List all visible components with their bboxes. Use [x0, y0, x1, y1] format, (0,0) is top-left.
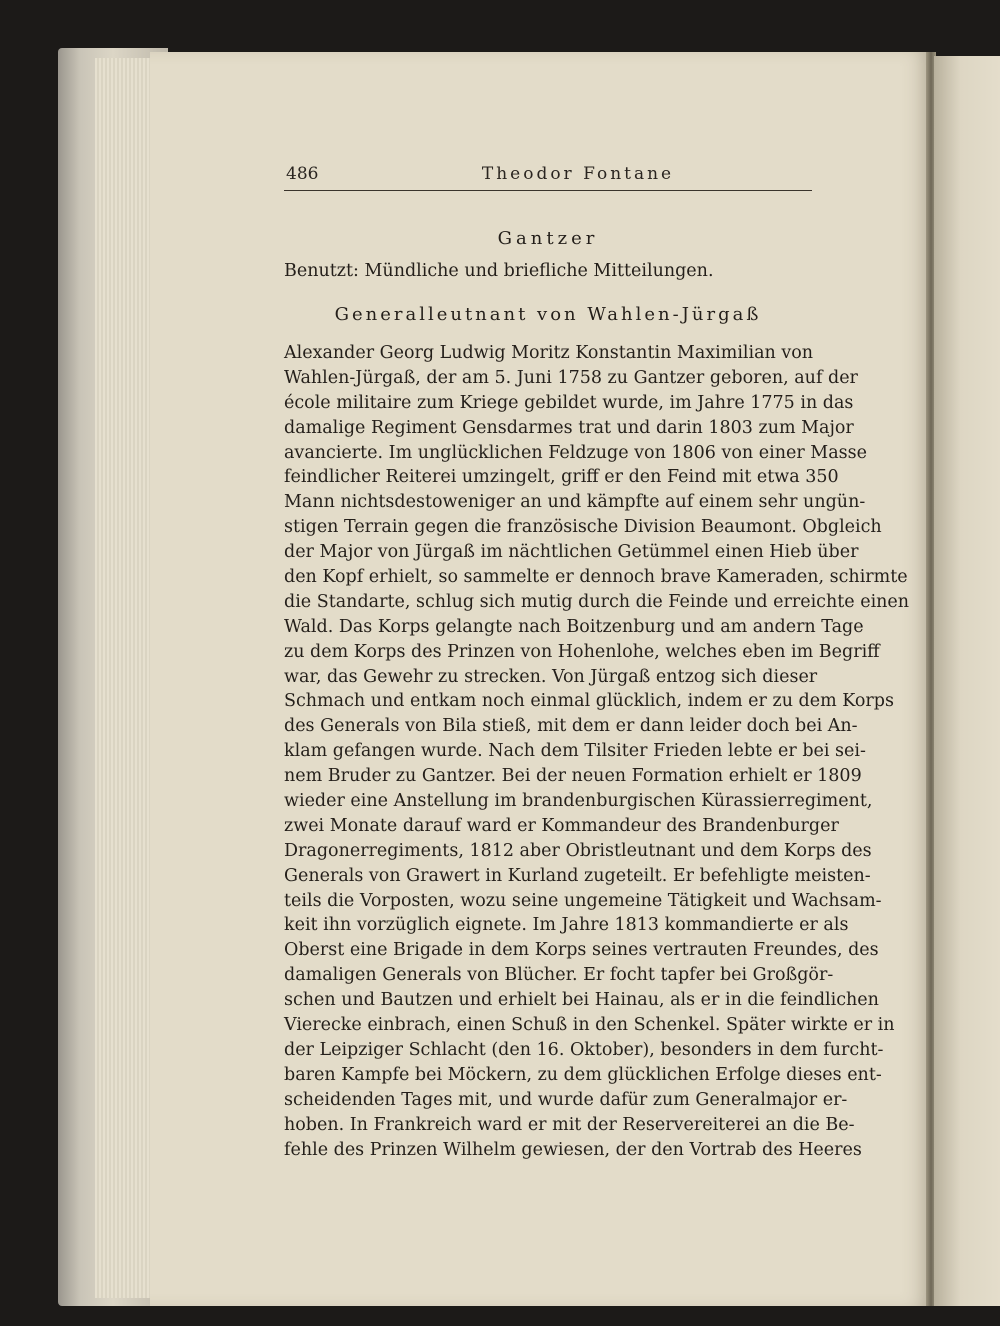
page-header [284, 160, 812, 191]
text-line: nem Bruder zu Gantzer. Bei der neuen Formation erhielt er 1809 [284, 766, 862, 787]
text-line: schen und Bautzen und erhielt bei Hainau, als er in die feindlichen [284, 990, 879, 1011]
text-line: Schmach und entkam noch einmal glücklich, indem er zu dem Korps [284, 691, 894, 712]
text-line: Generals von Grawert in Kurland zugeteilt. Er befehligte meisten- [284, 865, 871, 886]
text-line: hoben. In Frankreich ward er mit der Reservereiterei an die Be- [284, 1114, 855, 1135]
text-line: damaligen Generals von Blücher. Er focht tapfer bei Großgör- [284, 965, 834, 986]
text-line: klam gefangen wurde. Nach dem Tilsiter Frieden lebte er bei sei- [284, 741, 866, 762]
text-line: Mann nichtsdestoweniger an und kämpfte auf einem sehr ungün- [284, 492, 866, 513]
subtitle: Generalleutnant von Wahlen-Jürgaß [334, 304, 762, 325]
body-paragraph [284, 341, 910, 1162]
text-line: avancierte. Im unglücklichen Feldzuge von 1806 von einer Masse [284, 442, 867, 463]
text-line: des Generals von Bila stieß, mit dem er dann leider doch bei An- [284, 716, 858, 737]
text-line: Wald. Das Korps gelangte nach Boitzenburg und am andern Tage [284, 616, 864, 637]
text-line: Alexander Georg Ludwig Moritz Konstantin Maximilian von [284, 343, 814, 363]
text-line: baren Kampfe bei Möckern, zu dem glücklichen Erfolge dieses ent- [284, 1064, 882, 1085]
text-line: scheidenden Tages mit, und wurde dafür zum Generalmajor er- [284, 1089, 848, 1110]
text-line: die Standarte, schlug sich mutig durch die Feinde und erreichte einen [284, 591, 910, 612]
text-line: stigen Terrain gegen die französische Division Beaumont. Obgleich [284, 517, 882, 538]
text-line: der Major von Jürgaß im nächtlichen Getümmel einen Hieb über [284, 542, 859, 563]
text-line: fehle des Prinzen Wilhelm gewiesen, der den Vortrab des Heeres [284, 1139, 862, 1160]
text-line: war, das Gewehr zu strecken. Von Jürgaß entzog sich dieser [284, 666, 818, 687]
text-line: Oberst eine Brigade in dem Korps seines vertrauten Freundes, des [284, 940, 879, 961]
text-line: Dragonerregiments, 1812 aber Obristleutnant und dem Korps des [284, 840, 872, 861]
text-line: Wahlen-Jürgaß, der am 5. Juni 1758 zu Gantzer geboren, auf der [284, 367, 858, 388]
text-line: wieder eine Anstellung im brandenburgischen Kürassierregiment, [284, 791, 873, 812]
text-line: école militaire zum Kriege gebildet wurde, im Jahre 1775 in das [284, 392, 854, 413]
text-line: der Leipziger Schlacht (den 16. Oktober), besonders in dem furcht- [284, 1039, 884, 1060]
facing-page-edge [934, 56, 1000, 1306]
text-line: zu dem Korps des Prinzen von Hohenlohe, welches eben im Begriff [284, 641, 880, 662]
page-stack [95, 58, 155, 1298]
sources-line: Benutzt: Mündliche und briefliche Mitteilungen. [284, 261, 714, 281]
text-line: teils die Vorposten, wozu seine ungemeine Tätigkeit und Wachsam- [284, 890, 882, 911]
text-line: keit ihn vorzüglich eignete. Im Jahre 1813 kommandierte er als [284, 915, 849, 936]
running-title: Theodor Fontane [481, 164, 675, 184]
text-line: Vierecke einbrach, einen Schuß in den Schenkel. Später wirkte er in [284, 1015, 895, 1036]
section-title: Gantzer [497, 228, 599, 249]
text-line: den Kopf erhielt, so sammelte er dennoch brave Kameraden, schirmte [284, 567, 908, 588]
page-number: 486 [286, 164, 319, 184]
page-text [284, 222, 910, 1162]
text-line: zwei Monate darauf ward er Kommandeur des Brandenburger [284, 815, 839, 836]
text-line: damalige Regiment Gensdarmes trat und darin 1803 zum Major [284, 417, 854, 438]
text-line: feindlicher Reiterei umzingelt, griff er den Feind mit etwa 350 [284, 467, 839, 488]
